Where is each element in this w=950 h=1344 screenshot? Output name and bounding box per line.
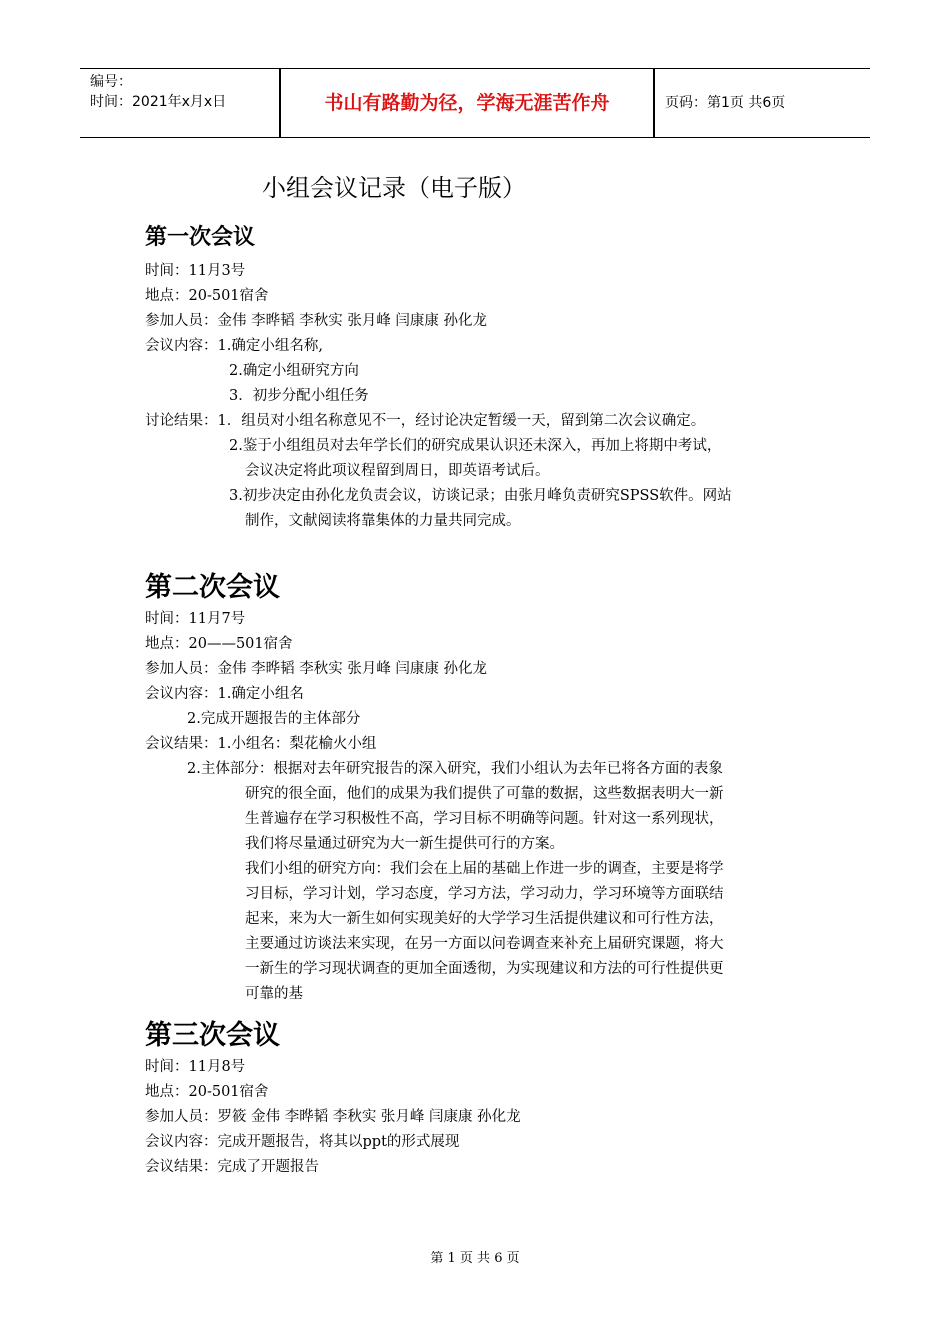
meeting-1-result-2b: 会议决定将此项议程留到周日，即英语考试后。 (245, 463, 550, 479)
header-table (80, 68, 870, 138)
doc-title: 小组会议记录（电子版） (262, 174, 526, 202)
motto: 书山有路勤为径，学海无涯苦作舟 (280, 69, 654, 137)
number-label: 编号： (90, 74, 132, 90)
meeting-2-result-2: 2.主体部分：根据对去年研究报告的深入研究，我们小组认为去年已将各方面的表象 (187, 761, 723, 777)
meeting-2-time: 时间：11月7号 (145, 611, 246, 627)
meeting-1-result-3b: 制作，文献阅读将靠集体的力量共同完成。 (245, 513, 521, 529)
meeting-2-agenda-2: 2.完成开题报告的主体部分 (187, 711, 361, 727)
meeting-3-time: 时间：11月8号 (145, 1059, 246, 1075)
meeting-2-place: 地点：20——501宿舍 (145, 636, 293, 652)
meeting-2-para-line: 生普遍存在学习积极性不高，学习目标不明确等问题。针对这一系列现状， (245, 811, 724, 827)
meeting-1-agenda: 会议内容：1.确定小组名称, (145, 338, 323, 354)
meeting-3-place: 地点：20-501宿舍 (145, 1084, 269, 1100)
meeting-1-result: 讨论结果：1．组员对小组名称意见不一，经讨论决定暂缓一天，留到第二次会议确定。 (145, 413, 706, 429)
meeting-2-attendees: 参加人员：金伟 李晔韬 李秋实 张月峰 闫康康 孙化龙 (145, 661, 488, 677)
meeting-1-agenda-3: 3．初步分配小组任务 (229, 388, 369, 404)
page-info: 页码：第1页 共6页 (654, 69, 870, 137)
meeting-1-attendees: 参加人员：金伟 李晔韬 李秋实 张月峰 闫康康 孙化龙 (145, 313, 488, 329)
meeting-1-agenda-2: 2.确定小组研究方向 (229, 363, 359, 379)
meeting-2-para-line: 一新生的学习现状调查的更加全面透彻，为实现建议和方法的可行性提供更 (245, 961, 724, 977)
meeting-2-para-line: 我们将尽量通过研究为大一新生提供可行的方案。 (245, 836, 564, 852)
meeting-2-heading: 第二次会议 (145, 572, 280, 603)
meeting-1-heading: 第一次会议 (145, 225, 256, 250)
meeting-1-result-3: 3.初步决定由孙化龙负责会议，访谈记录；由张月峰负责研究SPSS软件。网站 (229, 488, 732, 504)
meeting-1-time: 时间：11月3号 (145, 263, 246, 279)
meeting-3-heading: 第三次会议 (145, 1020, 280, 1051)
time-label: 时间：2021年x月x日 (90, 94, 227, 110)
meeting-2-para-line: 研究的很全面，他们的成果为我们提供了可靠的数据，这些数据表明大一新 (245, 786, 724, 802)
meeting-3-agenda: 会议内容：完成开题报告，将其以ppt的形式展现 (145, 1134, 460, 1150)
meeting-2-para-line: 我们小组的研究方向：我们会在上届的基础上作进一步的调查，主要是将学 (245, 861, 724, 877)
meeting-1-result-2: 2.鉴于小组组员对去年学长们的研究成果认识还未深入，再加上将期中考试， (229, 438, 722, 454)
meeting-1-place: 地点：20-501宿舍 (145, 288, 269, 304)
meeting-2-para-line: 习目标，学习计划，学习态度，学习方法，学习动力，学习环境等方面联结 (245, 886, 724, 902)
meeting-2-para-line: 可靠的基 (245, 986, 303, 1002)
meeting-2-para-line: 主要通过访谈法来实现，在另一方面以问卷调查来补充上届研究课题，将大 (245, 936, 724, 952)
page-footer: 第 1 页 共 6 页 (430, 1251, 520, 1266)
meeting-3-attendees: 参加人员：罗筱 金伟 李晔韬 李秋实 张月峰 闫康康 孙化龙 (145, 1109, 521, 1125)
meeting-2-para-line: 起来，来为大一新生如何实现美好的大学学习生活提供建议和可行性方法， (245, 911, 724, 927)
meeting-2-result: 会议结果：1.小组名：梨花榆火小组 (145, 736, 377, 752)
header-meta-cell (80, 69, 280, 137)
meeting-3-result: 会议结果：完成了开题报告 (145, 1159, 319, 1175)
meeting-2-agenda: 会议内容：1.确定小组名 (145, 686, 304, 702)
